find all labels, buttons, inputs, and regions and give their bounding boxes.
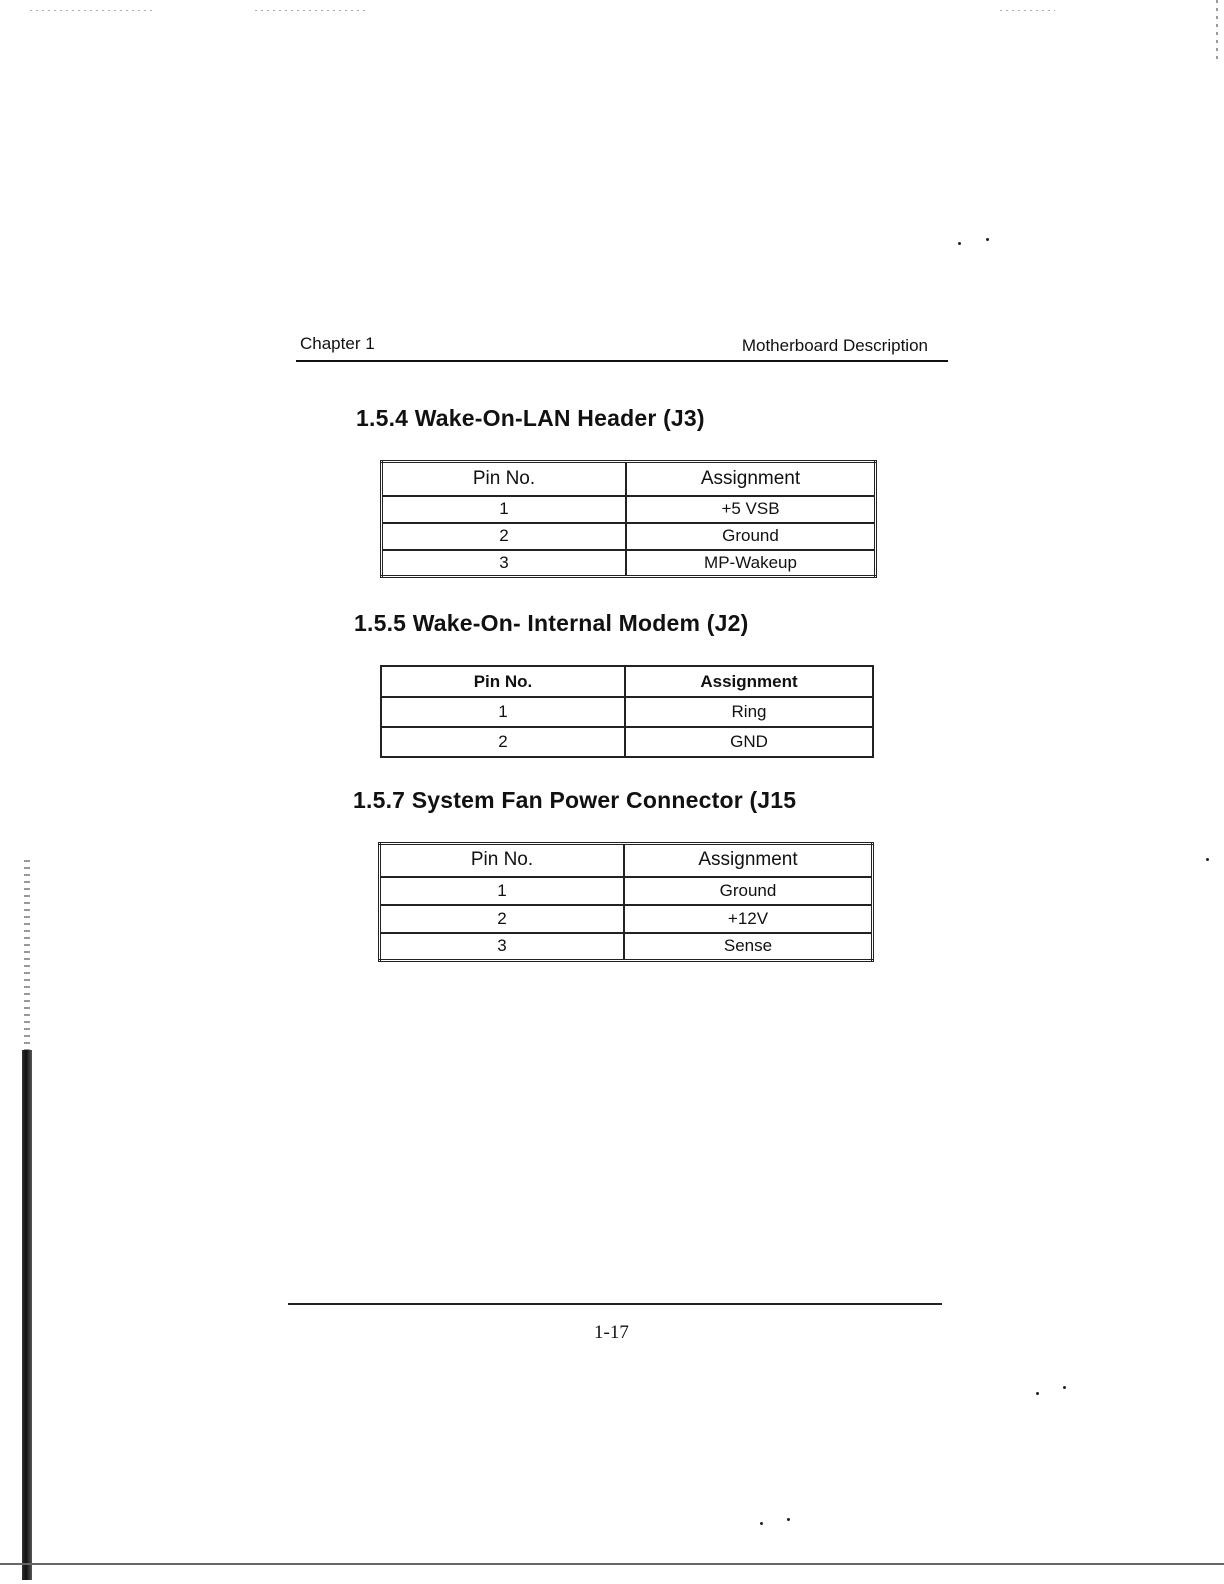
running-header xyxy=(296,334,948,362)
column-header-assignment: Assignment xyxy=(626,462,876,496)
assignment-cell: GND xyxy=(625,727,873,757)
pin-number-cell: 2 xyxy=(382,523,627,550)
table-row xyxy=(382,496,876,523)
pin-number-cell: 2 xyxy=(380,905,625,933)
assignment-cell: Sense xyxy=(624,933,873,961)
table-row xyxy=(382,550,876,577)
assignment-cell: Ground xyxy=(626,523,876,550)
pin-number-cell: 1 xyxy=(381,697,625,727)
table-row xyxy=(381,727,873,757)
scan-edge-bottom xyxy=(0,1563,1224,1565)
assignment-cell: +12V xyxy=(624,905,873,933)
assignment-cell: +5 VSB xyxy=(626,496,876,523)
scan-speck xyxy=(1206,858,1209,861)
chapter-label: Chapter 1 xyxy=(300,334,375,353)
scan-dots-top xyxy=(30,10,155,11)
assignment-cell: Ring xyxy=(625,697,873,727)
pin-number-cell: 2 xyxy=(381,727,625,757)
wake-on-lan-pin-table xyxy=(380,460,877,578)
wake-on-modem-pin-table xyxy=(380,665,874,758)
section-heading-system-fan: 1.5.7 System Fan Power Connector (J15 xyxy=(353,787,797,813)
scan-edge-right xyxy=(1216,0,1218,60)
pin-number-cell: 3 xyxy=(382,550,627,577)
scan-speck xyxy=(760,1522,763,1525)
column-header-pin-no: Pin No. xyxy=(381,666,625,697)
table-header-row xyxy=(380,844,873,877)
scan-speck xyxy=(1063,1386,1066,1389)
scan-speck xyxy=(958,242,961,245)
section-heading-wake-on-lan: 1.5.4 Wake-On-LAN Header (J3) xyxy=(356,405,705,431)
system-fan-pin-table xyxy=(378,842,874,962)
scan-edge-left-dotted xyxy=(24,860,30,1050)
column-header-pin-no: Pin No. xyxy=(382,462,627,496)
scan-speck xyxy=(986,238,989,241)
assignment-cell: MP-Wakeup xyxy=(626,550,876,577)
scan-speck xyxy=(787,1518,790,1521)
table-row xyxy=(380,933,873,961)
column-header-pin-no: Pin No. xyxy=(380,844,625,877)
section-heading-wake-on-modem: 1.5.5 Wake-On- Internal Modem (J2) xyxy=(354,610,749,636)
footer-rule xyxy=(288,1303,942,1305)
header-title: Motherboard Description xyxy=(741,336,928,355)
pin-number-cell: 1 xyxy=(380,877,625,905)
pin-number-cell: 3 xyxy=(380,933,625,961)
column-header-assignment: Assignment xyxy=(625,666,873,697)
scan-dots-top xyxy=(255,10,365,11)
table-header-row xyxy=(382,462,876,496)
scan-edge-left xyxy=(22,1050,32,1580)
table-row xyxy=(380,877,873,905)
table-row xyxy=(382,523,876,550)
pin-number-cell: 1 xyxy=(382,496,627,523)
column-header-assignment: Assignment xyxy=(624,844,873,877)
scan-speck xyxy=(1036,1392,1039,1395)
scan-dots-top xyxy=(1000,10,1055,11)
table-row xyxy=(380,905,873,933)
assignment-cell: Ground xyxy=(624,877,873,905)
page-number: 1-17 xyxy=(594,1322,629,1343)
table-header-row xyxy=(381,666,873,697)
table-row xyxy=(381,697,873,727)
